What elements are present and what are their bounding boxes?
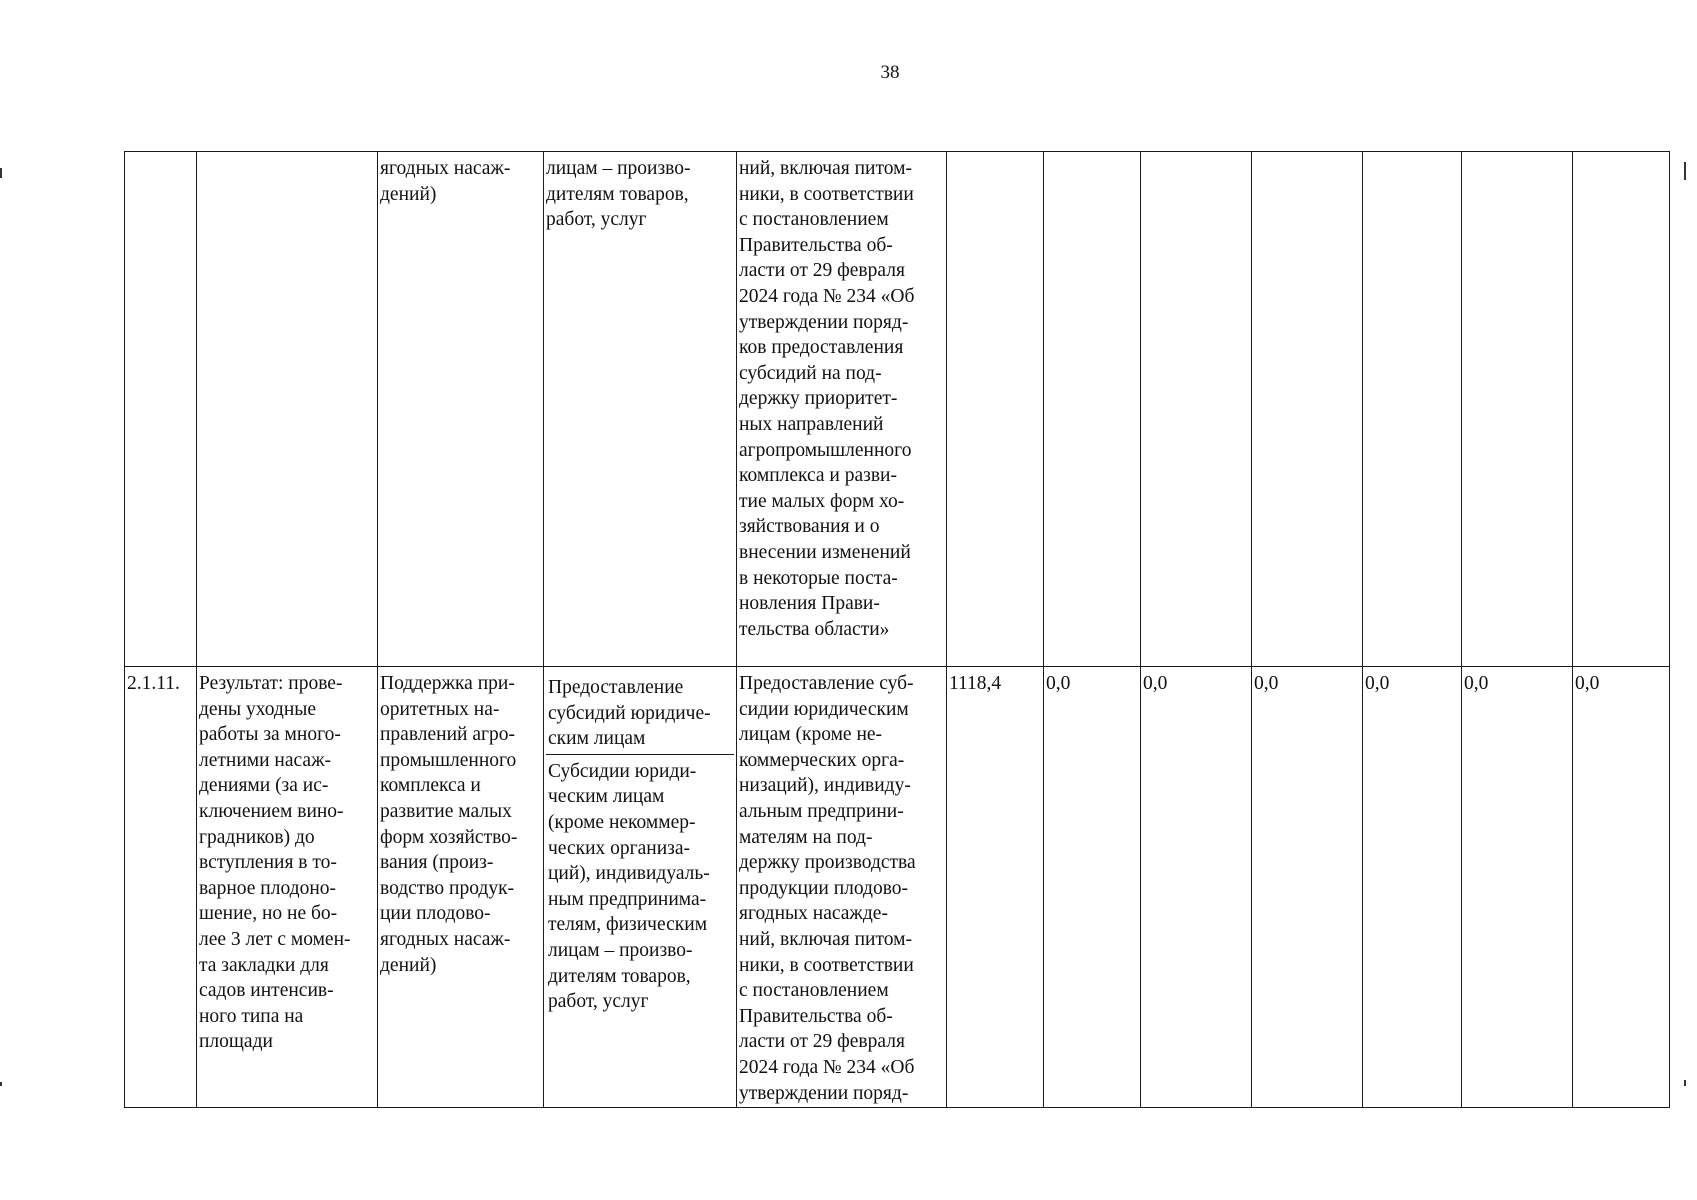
text-line: держку приоритет- bbox=[739, 388, 898, 410]
text-line: ческим лицам bbox=[548, 786, 665, 808]
scan-edge-mark bbox=[1684, 162, 1686, 180]
text-line: альным предприни- bbox=[739, 800, 904, 822]
text-line: ных направлений bbox=[739, 413, 884, 435]
text-line: площади bbox=[199, 1031, 273, 1053]
text-line: вступления в то- bbox=[199, 852, 337, 874]
cell-value bbox=[1252, 152, 1363, 667]
text-line: сидии юридическим bbox=[739, 698, 909, 720]
text-line: Субсидии юриди- bbox=[548, 760, 697, 782]
text-line: мателям на под- bbox=[739, 826, 873, 848]
cell-result bbox=[197, 152, 378, 667]
text-line: дителям товаров, bbox=[548, 965, 691, 987]
cell-value bbox=[1141, 152, 1252, 667]
text-line: ков предоставления bbox=[739, 337, 904, 359]
text-line: ским лицам bbox=[548, 728, 646, 750]
text-line: Результат: прове- bbox=[199, 673, 343, 694]
text-line: (кроме некоммер- bbox=[548, 811, 696, 833]
text-line: работ, услуг bbox=[546, 209, 647, 231]
text-line: 2024 года № 234 «Об bbox=[739, 1056, 915, 1078]
text-line: 2.1.11. bbox=[127, 673, 180, 694]
cell-value: 0,0 bbox=[1044, 667, 1141, 1108]
text-line: субсидий на под- bbox=[739, 362, 882, 384]
text-line: та закладки для bbox=[199, 954, 329, 976]
text-line: работы за много- bbox=[199, 724, 341, 746]
text-line: ний, включая питом- bbox=[739, 928, 912, 950]
cell-number bbox=[125, 667, 197, 1108]
text-line: дениями (за ис- bbox=[199, 775, 329, 797]
cell-value bbox=[1462, 152, 1573, 667]
text-line: ного типа на bbox=[199, 1005, 304, 1027]
text-line: летними насаж- bbox=[199, 749, 332, 771]
cell-value: 0,0 bbox=[1252, 667, 1363, 1108]
text-line: в некоторые поста- bbox=[739, 567, 898, 589]
text-line: ний, включая питом- bbox=[739, 158, 912, 179]
cell-value: 0,0 bbox=[1141, 667, 1252, 1108]
text-line: ягодных насаж- bbox=[380, 158, 511, 179]
text-line: ным предпринима- bbox=[548, 888, 707, 910]
scan-edge-mark bbox=[0, 1082, 2, 1086]
cell-value: 0,0 bbox=[1363, 667, 1462, 1108]
text-line: ники, в соответствии bbox=[739, 954, 914, 976]
text-line: Предоставление суб- bbox=[739, 673, 914, 694]
text-line: лицам – произво- bbox=[546, 158, 691, 179]
page-number: 38 bbox=[880, 62, 900, 83]
cell-description bbox=[737, 152, 947, 667]
cell-type bbox=[544, 667, 737, 1108]
text-line: с постановлением bbox=[739, 209, 889, 231]
text-line: водство продук- bbox=[380, 877, 515, 899]
text-line: вания (произ- bbox=[380, 852, 494, 874]
text-line: шение, но не бо- bbox=[199, 903, 338, 925]
text-line: держку производства bbox=[739, 852, 916, 874]
table-row-continuation bbox=[125, 152, 1670, 667]
text-line: 2024 года № 234 «Об bbox=[739, 285, 915, 307]
text-line: комплекса и разви- bbox=[739, 465, 897, 487]
text-line: дены уходные bbox=[199, 698, 317, 720]
text-line: низаций), индивиду- bbox=[739, 775, 911, 797]
text-line: утверждении поряд- bbox=[739, 1082, 909, 1104]
text-line: ласти от 29 февраля bbox=[739, 1031, 905, 1053]
text-line: лее 3 лет с момен- bbox=[199, 928, 351, 950]
cell-value bbox=[1573, 152, 1670, 667]
cell-direction bbox=[378, 667, 544, 1108]
text-line: лицам (кроме не- bbox=[739, 724, 883, 746]
program-table bbox=[124, 151, 1670, 1108]
text-line: ягодных насаж- bbox=[380, 928, 511, 950]
text-line: градников) до bbox=[199, 826, 315, 848]
cell-value bbox=[947, 152, 1044, 667]
text-line: ласти от 29 февраля bbox=[739, 260, 905, 282]
text-line: с постановлением bbox=[739, 980, 889, 1002]
cell-value bbox=[1044, 152, 1141, 667]
text-line: промышленного bbox=[380, 749, 517, 771]
scan-edge-mark bbox=[0, 168, 2, 178]
cell-value bbox=[1363, 152, 1462, 667]
cell-result bbox=[197, 667, 378, 1108]
text-line: форм хозяйство- bbox=[380, 826, 518, 848]
text-line: продукции плодово- bbox=[739, 877, 909, 899]
text-line: ники, в соответствии bbox=[739, 183, 914, 205]
cell-type-detail bbox=[546, 755, 734, 1015]
text-line: Правительства об- bbox=[739, 1005, 893, 1027]
text-line: ключением вино- bbox=[199, 800, 344, 822]
cell-value: 0,0 bbox=[1573, 667, 1670, 1108]
text-line: ческих организа- bbox=[548, 837, 691, 859]
text-line: ции плодово- bbox=[380, 903, 491, 925]
cell-type-header bbox=[546, 671, 734, 755]
table-row-2-1-11 bbox=[125, 667, 1670, 1108]
text-line: оритетных на- bbox=[380, 698, 500, 720]
text-line: лицам – произво- bbox=[548, 939, 693, 961]
text-line: работ, услуг bbox=[548, 991, 649, 1013]
text-line: ций), индивидуаль- bbox=[548, 863, 710, 885]
text-line: дений) bbox=[380, 183, 437, 205]
text-line: тие малых форм хо- bbox=[739, 490, 905, 512]
scan-edge-mark bbox=[1684, 1080, 1686, 1086]
text-line: комплекса и bbox=[380, 775, 481, 797]
text-line: садов интенсив- bbox=[199, 980, 334, 1002]
text-line: внесении изменений bbox=[739, 541, 911, 563]
text-line: дителям товаров, bbox=[546, 183, 689, 205]
text-line: субсидий юридиче- bbox=[548, 702, 711, 724]
text-line: утверждении поряд- bbox=[739, 311, 909, 333]
text-line: Поддержка при- bbox=[380, 673, 515, 694]
text-line: ягодных насажде- bbox=[739, 903, 888, 925]
text-line: варное плодоно- bbox=[199, 877, 337, 899]
text-line: тельства области» bbox=[739, 618, 890, 640]
text-line: правлений агро- bbox=[380, 724, 516, 746]
text-line: Предоставление bbox=[548, 677, 684, 698]
text-line: коммерческих орга- bbox=[739, 749, 905, 771]
cell-type bbox=[544, 152, 737, 667]
cell-value: 1118,4 bbox=[947, 667, 1044, 1108]
text-line: телям, физическим bbox=[548, 914, 708, 936]
text-line: зяйствования и о bbox=[739, 516, 880, 538]
cell-value: 0,0 bbox=[1462, 667, 1573, 1108]
cell-direction bbox=[378, 152, 544, 667]
cell-number bbox=[125, 152, 197, 667]
text-line: дений) bbox=[380, 954, 437, 976]
text-line: агропромышленного bbox=[739, 439, 912, 461]
text-line: развитие малых bbox=[380, 800, 512, 822]
text-line: Правительства об- bbox=[739, 234, 893, 256]
cell-description bbox=[737, 667, 947, 1108]
text-line: новления Прави- bbox=[739, 593, 880, 615]
